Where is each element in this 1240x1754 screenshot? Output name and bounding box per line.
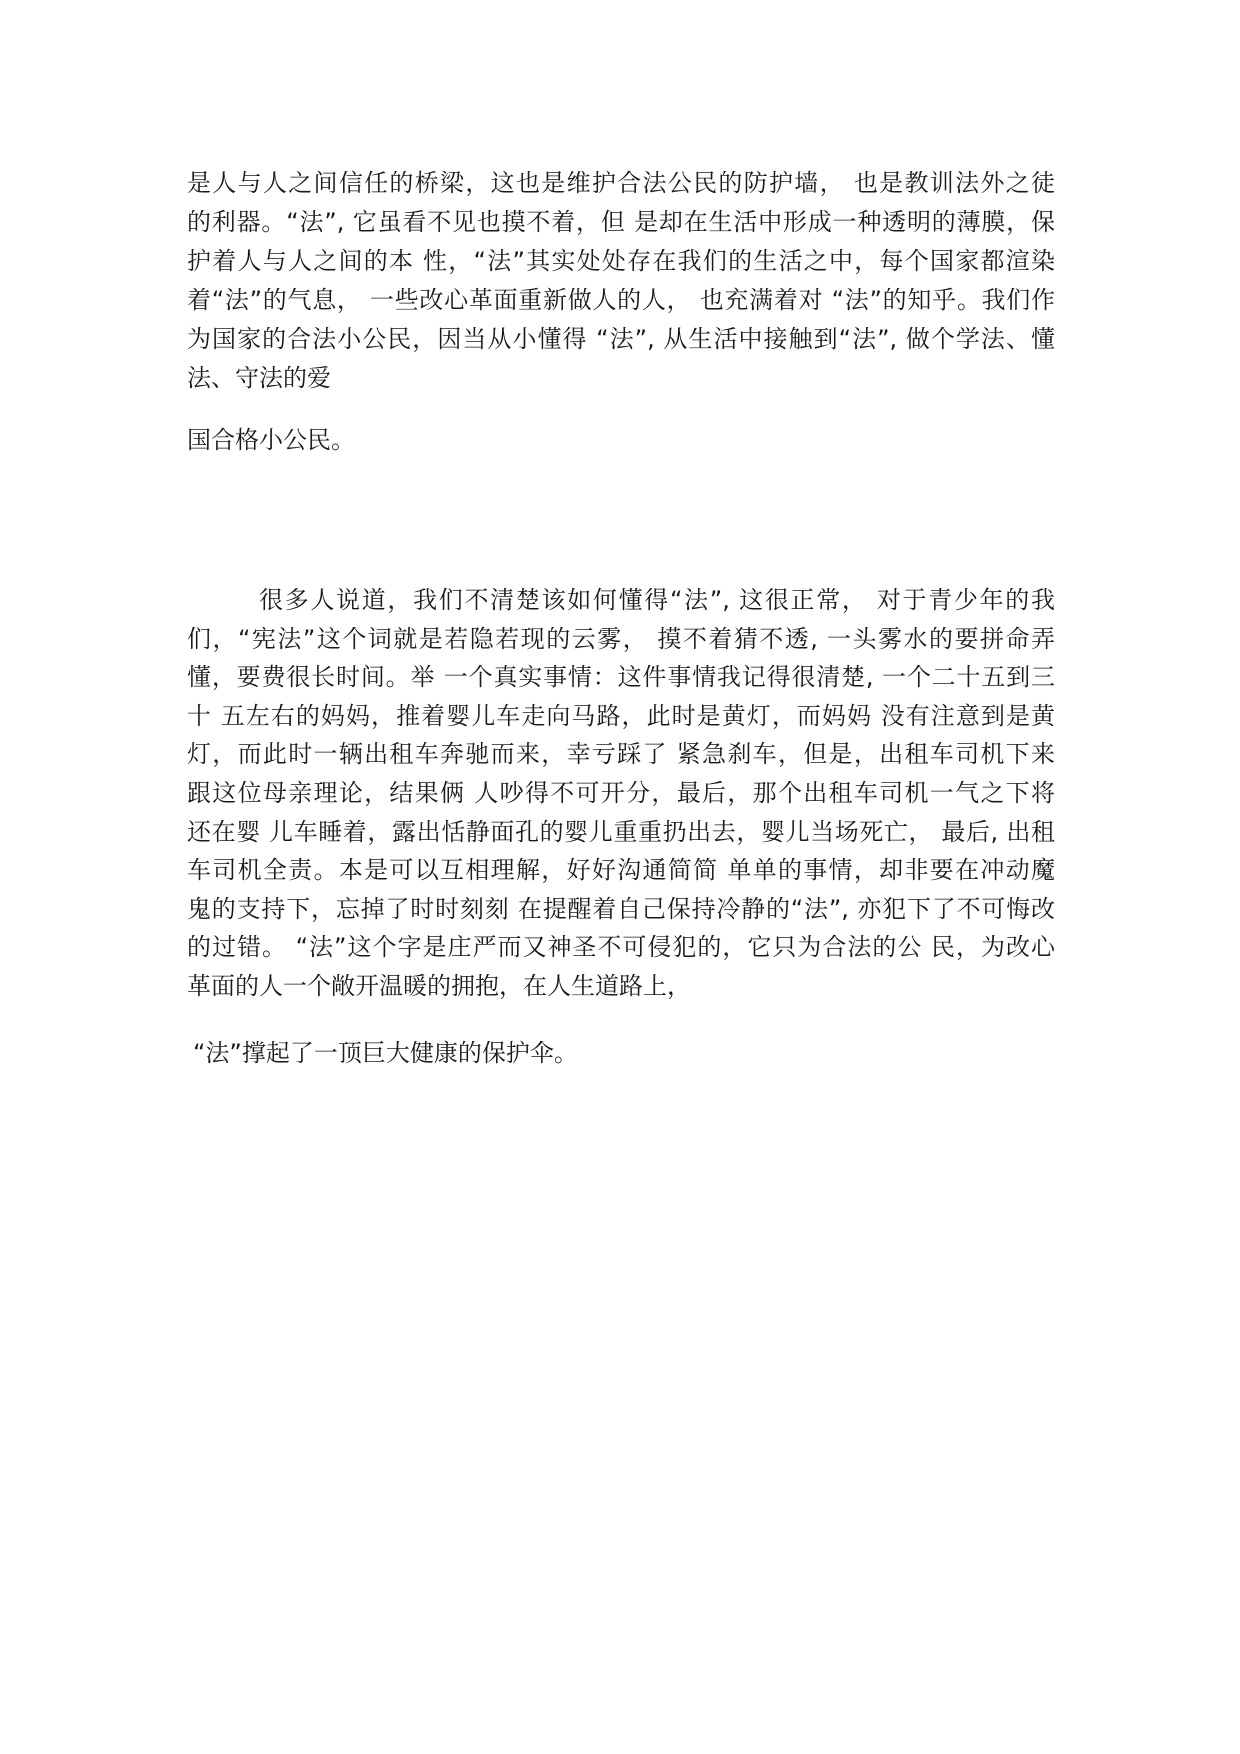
paragraph-line: 们，“宪法”这个词就是若隐若现的云雾， 摸不着猜不透, 一头雾水的要拼命弄 xyxy=(187,624,1055,653)
paragraph-line: 还在婴 儿车睡着，露出恬静面孔的婴儿重重扔出去，婴儿当场死亡， 最后, 出租 xyxy=(187,817,1055,846)
paragraph-line: 为国家的合法小公民，因当从小懂得 “法”, 从生活中接触到“法”, 做个学法、懂 xyxy=(187,325,1055,353)
paragraph-line: 懂，要费很长时间。举 一个真实事情：这件事情我记得很清楚, 一个二十五到三 xyxy=(187,663,1055,692)
paragraph-line: 跟这位母亲理论，结果俩 人吵得不可开分，最后，那个出租车司机一气之下将 xyxy=(187,778,1055,807)
paragraph-line: 十 五左右的妈妈，推着婴儿车走向马路，此时是黄灯，而妈妈 没有注意到是黄 xyxy=(187,701,1055,730)
paragraph-line: 革面的人一个敞开温暖的拥抱，在人生道路上， xyxy=(187,971,691,1000)
paragraph-line: 护着人与人之间的本 性，“法”其实处处存在我们的生活之中，每个国家都渲染 xyxy=(187,247,1055,275)
paragraph-line: 的过错。 “法”这个字是庄严而又神圣不可侵犯的，它只为合法的公 民，为改心 xyxy=(187,933,1055,962)
paragraph-line: 的利器。“法”, 它虽看不见也摸不着，但 是却在生活中形成一种透明的薄膜，保 xyxy=(187,208,1055,236)
paragraph-line: 着“法”的气息， 一些改心革面重新做人的人， 也充满着对 “法”的知乎。我们作 xyxy=(187,286,1055,314)
paragraph-line: 车司机全责。本是可以互相理解，好好沟通简简 单单的事情，却非要在冲动魔 xyxy=(187,856,1055,885)
paragraph-continuation xyxy=(187,421,1055,460)
paragraph-line: 国合格小公民。 xyxy=(187,426,355,454)
paragraph-line: 灯，而此时一辆出租车奔驰而来，幸亏踩了 紧急刹车，但是，出租车司机下来 xyxy=(187,740,1055,769)
paragraph xyxy=(187,164,1055,398)
paragraph-line: 鬼的支持下，忘掉了时时刻刻 在提醒着自己保持冷静的“法”, 亦犯下了不可悔改 xyxy=(187,894,1055,923)
paragraph-line: 法、守法的爱 xyxy=(187,364,331,392)
paragraph-line: 是人与人之间信任的桥梁，这也是维护合法公民的防护墙， 也是教训法外之徒 xyxy=(187,169,1055,197)
paragraph-line: “法”撑起了一顶巨大健康的保护伞。 xyxy=(193,1039,578,1067)
paragraph-continuation xyxy=(193,1034,1061,1073)
paragraph-line: 很多人说道，我们不清楚该如何懂得“法”, 这很正常， 对于青少年的我 xyxy=(259,586,1055,614)
paragraph xyxy=(187,581,1055,1006)
